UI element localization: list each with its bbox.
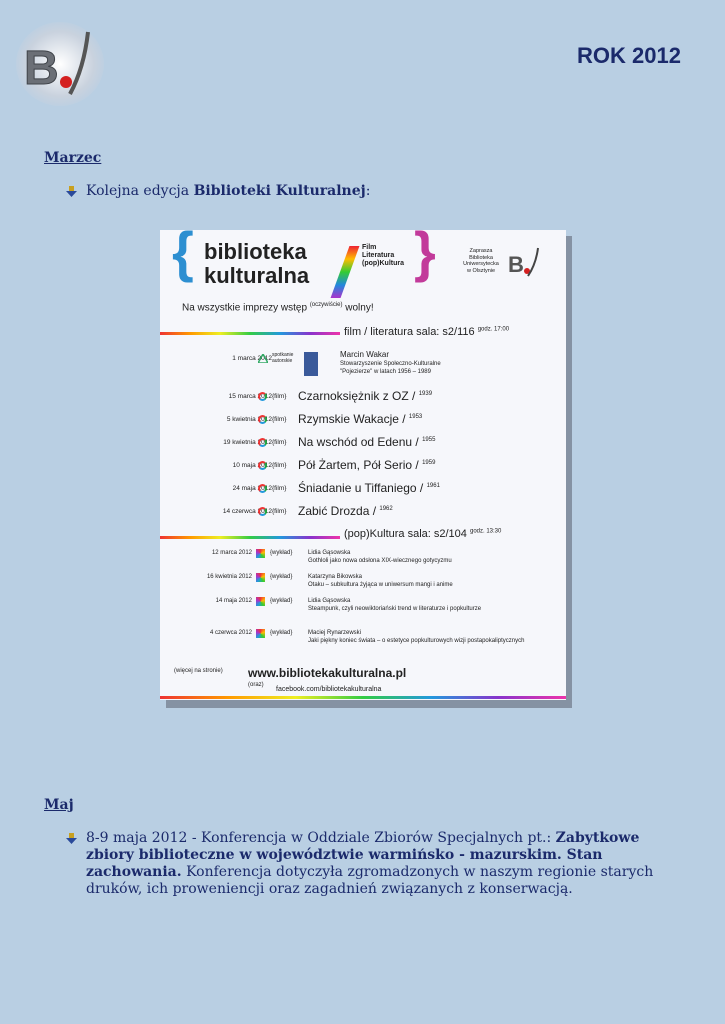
- film-kind: {film}: [272, 508, 287, 515]
- square-icon: [256, 549, 265, 558]
- item-text-after: :: [365, 183, 371, 199]
- pop-section-title: (pop)Kultura sala: s2/104 $^{godz. 13:30}$: [344, 528, 502, 540]
- event-poster: [160, 230, 566, 700]
- film-kind: {film}: [272, 439, 287, 446]
- film-section-title: film / literatura sala: s2/116 $^{godz. 17:00}$: [344, 326, 510, 338]
- lecture-info: Maciej Rynarzewski Jaki piękny koniec świata – o estetyce popkulturowych wizji postapokaliptycznych: [308, 630, 525, 644]
- meeting-row: [160, 350, 566, 384]
- film-date: 10 maja 2012: [232, 462, 272, 469]
- film-title: Rzymskie Wakacje / $^{1953}$: [298, 412, 423, 426]
- list-item: [66, 183, 666, 200]
- square-icon: [256, 629, 265, 638]
- film-date: 5 kwietnia 2012: [226, 416, 272, 423]
- film-title: Pół Żartem, Pół Serio / $^{1959}$: [298, 458, 436, 472]
- circle-icon: [258, 415, 267, 424]
- item-bold-text: Biblioteki Kulturalnej: [193, 183, 366, 199]
- film-row: [160, 457, 566, 479]
- poster-invite: Zaprasza Biblioteka Uniwersytecka w Olsztynie: [463, 248, 499, 274]
- poster-subtitle: Film Literatura (pop)Kultura: [362, 244, 404, 267]
- circle-icon: [258, 461, 267, 470]
- film-row: [160, 388, 566, 410]
- lecture-info: Lidia Gąsowska Steampunk, czyli neowiktoriański trend w literaturze i popkulturze: [308, 598, 482, 612]
- free-entry-text: Na wszystkie imprezy wstęp $^{(oczywiście)}$ wolny!: [182, 302, 374, 314]
- svg-text:B: B: [508, 252, 524, 277]
- item-text: 8-9 maja 2012 - Konferencja w Oddziale Zbiorów Specjalnych pt.:: [86, 830, 556, 846]
- triangle-icon: [258, 354, 268, 363]
- film-title: Zabić Drozda / $^{1962}$: [298, 504, 393, 518]
- rainbow-divider: [160, 536, 340, 539]
- lecture-kind: {wykład}: [270, 598, 293, 604]
- film-row: [160, 503, 566, 525]
- lecture-row: [160, 596, 566, 620]
- lecture-date: 16 kwietnia 2012: [206, 574, 252, 580]
- page-year-title: ROK 2012: [577, 43, 681, 68]
- film-date: 19 kwietnia 2012: [223, 439, 272, 446]
- film-date: 24 maja 2012: [232, 485, 272, 492]
- rainbow-divider: [160, 696, 566, 699]
- film-row: [160, 434, 566, 456]
- section-heading-march: Marzec: [44, 150, 102, 166]
- lecture-row: [160, 572, 566, 596]
- circle-icon: [258, 507, 267, 516]
- circle-icon: [258, 392, 267, 401]
- book-cover-image: [304, 352, 318, 376]
- lecture-date: 12 marca 2012: [211, 550, 252, 556]
- film-date: 14 czerwca 2012: [222, 508, 272, 515]
- lecture-info: Katarzyna Bikowska Otaku – subkultura żyjąca w uniwersum mangi i anime: [308, 574, 453, 588]
- meeting-date: 1 marca 2012: [232, 355, 272, 362]
- poster-title-line1: biblioteka: [204, 239, 307, 264]
- film-row: [160, 411, 566, 433]
- poster-title: [204, 240, 309, 288]
- list-item: [66, 830, 662, 898]
- film-title: Śniadanie u Tiffaniego / $^{1961}$: [298, 481, 440, 495]
- facebook-link[interactable]: facebook.com/bibliotekakulturalna: [276, 686, 382, 693]
- bullet-arrow-icon: [66, 186, 77, 197]
- film-kind: {film}: [272, 393, 287, 400]
- item-bold-text: Zabytkowe zbiory biblioteczne w województwie warmińsko - mazurskim. Stan zachowania.: [86, 830, 640, 880]
- lecture-date: 14 maja 2012: [215, 598, 252, 604]
- lecture-kind: {wykład}: [270, 550, 293, 556]
- item-text: Kolejna edycja: [86, 183, 194, 199]
- meeting-kind: spotkanie autorskie: [272, 352, 294, 364]
- circle-icon: [258, 438, 267, 447]
- film-kind: {film}: [272, 462, 287, 469]
- poster-title-line2: kulturalna: [204, 263, 310, 288]
- meeting-desc2: "Pojezierze" w latach 1956 – 1989: [340, 369, 431, 375]
- film-date: 15 marca 2012: [228, 393, 272, 400]
- right-brace-icon: }: [414, 230, 436, 283]
- lecture-kind: {wykład}: [270, 630, 293, 636]
- bullet-arrow-icon: [66, 833, 77, 844]
- film-row: [160, 480, 566, 502]
- item-text-after: Konferencja dotyczyła zgromadzonych w naszym regionie starych druków, ich proweniencji oraz zagadnień związanych z konserwacją.: [86, 864, 654, 897]
- more-info-label: (więcej na stronie): [174, 668, 223, 674]
- lecture-row: [160, 628, 566, 652]
- left-brace-icon: {: [172, 230, 194, 283]
- lecture-kind: {wykład}: [270, 574, 293, 580]
- website-link[interactable]: www.bibliotekakulturalna.pl: [248, 666, 407, 680]
- meeting-author: Marcin Wakar: [340, 350, 390, 359]
- rainbow-slash-icon: [331, 246, 360, 298]
- svg-text:B: B: [24, 42, 59, 95]
- meeting-desc: Stowarzyszenie Społeczno-Kulturalne: [340, 361, 441, 367]
- film-title: Czarnoksiężnik z OZ / $^{1939}$: [298, 389, 433, 403]
- section-heading-may: Maj: [44, 797, 74, 813]
- lecture-info: Lidia Gąsowska Gothloli jako nowa odsłona XIX-wiecznego gotycyzmu: [308, 550, 452, 564]
- and-label: (oraz): [248, 682, 264, 688]
- film-title: Na wschód od Edenu / $^{1955}$: [298, 435, 436, 449]
- lecture-row: [160, 548, 566, 572]
- circle-icon: [258, 484, 267, 493]
- film-kind: {film}: [272, 485, 287, 492]
- library-logo: [14, 18, 106, 108]
- square-icon: [256, 597, 265, 606]
- square-icon: [256, 573, 265, 582]
- lecture-date: 4 czerwca 2012: [209, 630, 252, 636]
- film-kind: {film}: [272, 416, 287, 423]
- poster-logo-icon: [506, 244, 544, 278]
- rainbow-divider: [160, 332, 340, 335]
